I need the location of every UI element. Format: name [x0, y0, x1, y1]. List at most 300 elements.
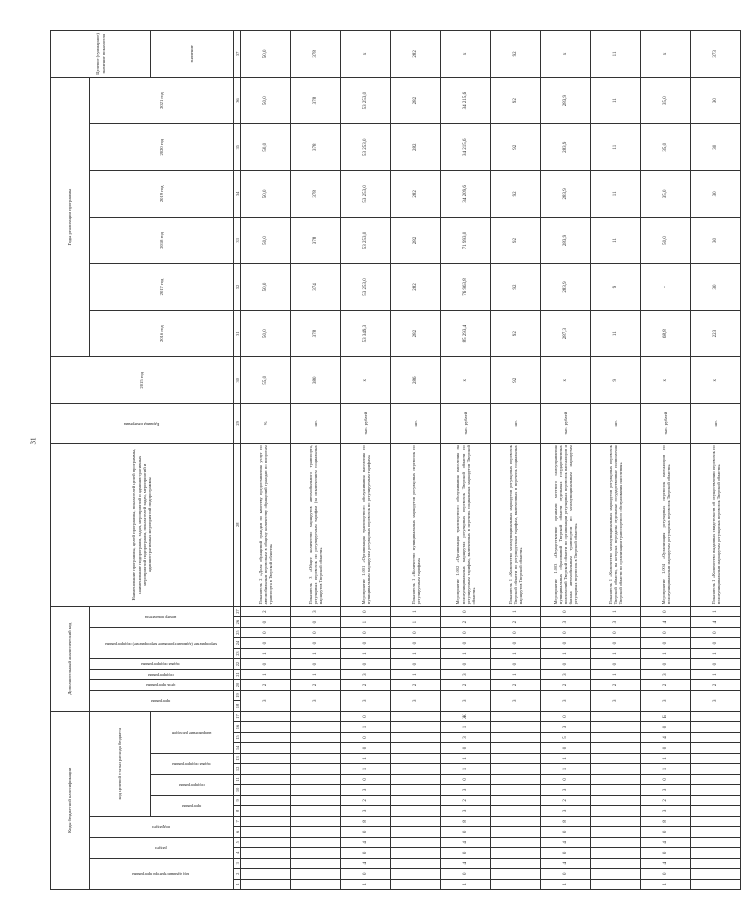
kbk-digit-cell: [691, 711, 741, 722]
analytic-digit-cell: 0: [541, 659, 591, 669]
kbk-digit-cell: [691, 837, 741, 847]
kbk-digit-cell: [691, 732, 741, 742]
unit-cell: %: [241, 404, 291, 444]
column-number: 18: [234, 701, 241, 711]
value-2015-cell: 380: [291, 357, 341, 404]
year-value-cell: 11: [591, 217, 641, 264]
kbk-digit-cell: 1: [541, 879, 591, 889]
kbk-digit-cell: [591, 795, 641, 805]
analytic-digit-cell: 2: [541, 680, 591, 690]
year-value-cell: 53 253,0: [341, 77, 391, 124]
analytic-digit-cell: 3: [291, 690, 341, 711]
column-number: 35: [234, 124, 241, 171]
kbk-digit-cell: [291, 753, 341, 763]
year-value-cell: 35,0: [641, 124, 691, 171]
year-value-cell: 53 253,0: [341, 171, 391, 218]
analytic-digit-cell: 2: [491, 617, 541, 627]
kbk-digit-cell: 1: [641, 764, 691, 774]
year-value-cell: -: [641, 264, 691, 311]
kbk-digit-cell: [591, 785, 641, 795]
column-number: 27: [234, 606, 241, 617]
analytic-digit-cell: 0: [641, 659, 691, 669]
column-number: 24: [234, 638, 241, 648]
kbk-digit-cell: [291, 764, 341, 774]
column-number: 21: [234, 669, 241, 679]
column-number: 36: [234, 77, 241, 124]
kbk-digit-cell: 3: [641, 785, 691, 795]
kbk-digit-cell: 1: [341, 764, 391, 774]
kbk-task-code-header: задача подпрограммы: [151, 753, 234, 774]
target-value-cell: х: [641, 31, 691, 78]
target-value-cell: х: [341, 31, 391, 78]
year-value-cell: 283,9: [541, 264, 591, 311]
column-number: 32: [234, 264, 241, 311]
kbk-digit-cell: [691, 869, 741, 879]
table-row: [491, 31, 541, 890]
kbk-digit-cell: [391, 774, 441, 784]
kbk-digit-cell: [591, 827, 641, 837]
unit-cell: тыс. рублей: [441, 404, 491, 444]
analytic-digit-cell: 0: [491, 638, 541, 648]
analytic-digit-cell: 0: [441, 638, 491, 648]
years-group-header: Годы реализации программы: [51, 77, 90, 357]
analytic-digit-cell: 2: [441, 680, 491, 690]
item-description: Мероприятие 1.001 «Организация транспортного обслуживания населения по муниципальным маршрутам регулярных перевозок по регулируемым тарифам»: [341, 443, 391, 606]
kbk-digit-cell: 4: [441, 837, 491, 847]
kbk-digit-cell: 5: [541, 732, 591, 742]
year-2021-header: 2021 год: [90, 77, 234, 124]
value-2015-cell: 286: [391, 357, 441, 404]
kbk-digit-cell: 3: [441, 732, 491, 742]
table-row: [391, 31, 441, 890]
value-2015-cell: 92: [491, 357, 541, 404]
year-value-cell: 282: [391, 217, 441, 264]
year-value-cell: 11: [591, 124, 641, 171]
analytic-digit-cell: 2: [241, 606, 291, 617]
an-indicator-number-header: номер показателя: [90, 606, 234, 627]
kbk-digit-cell: [291, 732, 341, 742]
analytic-digit-cell: 2: [341, 680, 391, 690]
kbk-digit-cell: [391, 837, 441, 847]
analytic-digit-cell: 4: [691, 617, 741, 627]
kbk-digit-cell: [291, 879, 341, 889]
year-value-cell: 283,9: [541, 217, 591, 264]
item-description: Показатель 1 «Количество межмуниципальных маршрутов регулярных перевозок Тверской области по регулируемым тарифам, включенных в перечень социальных маршрутов Тверской области»: [491, 443, 541, 606]
kbk-digit-cell: [291, 816, 341, 826]
kbk-digit-cell: [241, 795, 291, 805]
year-value-cell: 71 993,0: [441, 217, 491, 264]
table-row: [541, 31, 591, 890]
analytic-digit-cell: 1: [591, 669, 641, 679]
kbk-digit-cell: 4: [341, 837, 391, 847]
kbk-digit-cell: [291, 785, 341, 795]
kbk-digit-cell: [591, 753, 641, 763]
target-value-cell: х: [541, 31, 591, 78]
analytic-digit-cell: 3: [341, 690, 391, 711]
column-number: 16: [234, 722, 241, 732]
kbk-digit-cell: 1: [641, 879, 691, 889]
kbk-digit-cell: 4: [641, 837, 691, 847]
column-number: 34: [234, 171, 241, 218]
column-number: 17: [234, 711, 241, 722]
analytic-digit-cell: 3: [641, 690, 691, 711]
column-number: 8: [234, 806, 241, 816]
analytic-digit-cell: 0: [341, 606, 391, 617]
kbk-digit-cell: 0: [341, 848, 391, 858]
kbk-digit-cell: 2: [541, 795, 591, 805]
year-value-cell: 282: [391, 264, 441, 311]
column-number: 2: [234, 869, 241, 879]
kbk-digit-cell: 2: [441, 795, 491, 805]
kbk-digit-cell: [491, 837, 541, 847]
column-number: 11: [234, 774, 241, 784]
year-2020-header: 2020 год: [90, 124, 234, 171]
analytic-digit-cell: 2: [691, 680, 741, 690]
year-value-cell: 53 253,0: [341, 264, 391, 311]
analytic-digit-cell: 0: [591, 627, 641, 637]
year-value-cell: 35,0: [641, 77, 691, 124]
year-value-cell: 92: [491, 171, 541, 218]
column-number: 19: [234, 690, 241, 700]
column-number: 10: [234, 785, 241, 795]
an-task-header: задача подпрограммы: [90, 659, 234, 669]
year-value-cell: 50,0: [641, 217, 691, 264]
kbk-digit-cell: [591, 774, 641, 784]
kbk-digit-cell: [291, 837, 341, 847]
kbk-digit-cell: 0: [341, 774, 391, 784]
kbk-digit-cell: 0: [341, 711, 391, 722]
kbk-digit-cell: 0: [541, 774, 591, 784]
year-value-cell: 50,0: [241, 171, 291, 218]
kbk-digit-cell: [491, 879, 541, 889]
kbk-digit-cell: 0: [441, 848, 491, 858]
column-number: 14: [234, 743, 241, 753]
value-2015-cell: х: [691, 357, 741, 404]
year-value-cell: 282: [391, 310, 441, 357]
analytic-digit-cell: 0: [291, 627, 341, 637]
column-number: 7: [234, 816, 241, 826]
value-2015-cell: 55,0: [241, 357, 291, 404]
column-number: 4: [234, 848, 241, 858]
analytic-digit-cell: 4: [641, 617, 691, 627]
kbk-digit-cell: [591, 732, 641, 742]
kbk-digit-cell: 0: [541, 869, 591, 879]
year-value-cell: 283,9: [541, 77, 591, 124]
kbk-digit-cell: 8: [541, 816, 591, 826]
column-number: 37: [234, 31, 241, 78]
analytic-digit-cell: 0: [441, 606, 491, 617]
analytic-digit-cell: 0: [341, 659, 391, 669]
target-value-cell: х: [441, 31, 491, 78]
kbk-digit-cell: [591, 869, 641, 879]
kbk-digit-cell: [391, 858, 441, 868]
column-number: 26: [234, 617, 241, 627]
kbk-digit-cell: 4: [641, 732, 691, 742]
analytic-digit-cell: 0: [391, 659, 441, 669]
kbk-digit-cell: [491, 816, 541, 826]
kbk-digit-cell: 0: [641, 869, 691, 879]
analytic-digit-cell: 1: [541, 648, 591, 658]
kbk-digit-cell: [241, 732, 291, 742]
unit-header: Единица измерения: [51, 404, 234, 444]
table-row: [691, 31, 741, 890]
analytic-digit-cell: 1: [391, 648, 441, 658]
year-value-cell: 50,0: [241, 124, 291, 171]
kbk-digit-cell: [591, 743, 641, 753]
kbk-digit-cell: [391, 711, 441, 722]
item-description: Показатель 1 «Количество межмуниципальных маршрутов регулярных перевозок Тверской области, на которых переданы отдельные государственные полномочия Тверской области по организации транспортного обслуживания населения»: [591, 443, 641, 606]
kbk-digit-cell: 1: [441, 722, 491, 732]
an-goal-header: цель программы: [90, 680, 234, 690]
target-value-cell: 378: [291, 31, 341, 78]
year-value-cell: 30: [691, 217, 741, 264]
kbk-digit-cell: 0: [341, 743, 391, 753]
kbk-digit-cell: [491, 785, 541, 795]
kbk-digit-cell: [391, 764, 441, 774]
year-value-cell: 53 349,3: [341, 310, 391, 357]
column-number: 1: [234, 879, 241, 889]
kbk-digit-cell: [291, 711, 341, 722]
kbk-digit-cell: [391, 848, 441, 858]
column-number: 28: [234, 443, 241, 606]
year-value-cell: 30: [691, 264, 741, 311]
analytic-header: Дополнительный аналитический код: [51, 606, 90, 711]
column-number: 22: [234, 659, 241, 669]
kbk-digit-cell: 8: [341, 816, 391, 826]
analytic-digit-cell: 3: [291, 606, 341, 617]
kbk-digit-cell: 1: [341, 879, 391, 889]
an-subprogram-header: подпрограмма: [90, 669, 234, 679]
analytic-digit-cell: 1: [691, 648, 741, 658]
kbk-digit-cell: 0: [641, 774, 691, 784]
kbk-digit-cell: 0: [641, 848, 691, 858]
kbk-digit-cell: [241, 816, 291, 826]
table-row: [591, 31, 641, 890]
year-value-cell: 35,0: [641, 171, 691, 218]
analytic-digit-cell: 1: [491, 606, 541, 617]
kbk-digit-cell: [391, 722, 441, 732]
analytic-digit-cell: 0: [641, 638, 691, 648]
kbk-subsection-header: подраздел: [90, 816, 234, 837]
program-table: [50, 30, 741, 890]
analytic-digit-cell: 0: [341, 627, 391, 637]
kbk-digit-cell: [241, 879, 291, 889]
kbk-digit-cell: [291, 827, 341, 837]
target-value-cell: 50,0: [241, 31, 291, 78]
kbk-digit-cell: 0: [341, 732, 391, 742]
kbk-digit-cell: 0: [441, 774, 491, 784]
kbk-digit-cell: [591, 837, 641, 847]
kbk-digit-cell: [691, 795, 741, 805]
target-value-cell: 282: [391, 31, 441, 78]
kbk-digit-cell: [291, 806, 341, 816]
analytic-digit-cell: 0: [241, 627, 291, 637]
kbk-digit-cell: Б: [641, 711, 691, 722]
year-value-cell: 92: [491, 77, 541, 124]
analytic-digit-cell: 1: [341, 648, 391, 658]
year-value-cell: 378: [291, 124, 341, 171]
analytic-digit-cell: 1: [591, 648, 641, 658]
kbk-digit-cell: 0: [541, 711, 591, 722]
column-number: 15: [234, 732, 241, 742]
analytic-digit-cell: 0: [591, 659, 641, 669]
analytic-digit-cell: 0: [241, 617, 291, 627]
year-value-cell: 30: [691, 124, 741, 171]
year-value-cell: 34 215,6: [441, 77, 491, 124]
item-description: Мероприятие 1.003 «Осуществление органами местного самоуправления муниципальных образований Тверской области отдельных государственных полномочий Тверской области по организации регулярных перевозок пассажиров и багажа автомобильным транспортом по межмуниципальным маршрутам регулярных перевозок в Тверской области»: [541, 443, 591, 606]
kbk-digit-cell: 4: [441, 858, 491, 868]
value-2015-cell: х: [341, 357, 391, 404]
kbk-digit-cell: 3: [441, 806, 491, 816]
analytic-digit-cell: 2: [241, 680, 291, 690]
analytic-digit-cell: 3: [341, 669, 391, 679]
kbk-digit-cell: 4: [541, 837, 591, 847]
target-value-cell: 11: [591, 31, 641, 78]
year-value-cell: 282: [391, 77, 441, 124]
kbk-digit-cell: 2: [341, 795, 391, 805]
kbk-digit-cell: [241, 869, 291, 879]
kbk-digit-cell: [291, 743, 341, 753]
unit-cell: шт.: [391, 404, 441, 444]
year-value-cell: 85 293,4: [441, 310, 491, 357]
target-value-cell: 92: [491, 31, 541, 78]
kbk-digit-cell: [491, 764, 541, 774]
item-description: Показатель 1 «Количество выданных свидетельств об осуществлении перевозок по межмуниципальным маршрутам регулярных перевозок Тверской области»: [691, 443, 741, 606]
kbk-digit-cell: [291, 722, 341, 732]
analytic-digit-cell: 3: [491, 690, 541, 711]
table-row: [291, 31, 341, 890]
table-row: [641, 31, 691, 890]
item-description: Показатель 2 «Доля обращений граждан по качеству предоставления услуг по автомобильным перевозкам в общему количеству обращений граждан по вопросам транспорта в Тверской области»: [241, 443, 291, 606]
kbk-digit-cell: 1: [541, 753, 591, 763]
column-number: 30: [234, 357, 241, 404]
year-2016-header: 2016 год: [90, 310, 234, 357]
kbk-digit-cell: [691, 806, 741, 816]
kbk-digit-cell: [691, 816, 741, 826]
analytic-digit-cell: 3: [691, 690, 741, 711]
kbk-digit-cell: 0: [341, 869, 391, 879]
kbk-digit-cell: [591, 722, 641, 732]
year-value-cell: 11: [591, 77, 641, 124]
year-value-cell: 50,0: [241, 310, 291, 357]
kbk-digit-cell: [391, 753, 441, 763]
kbk-digit-cell: 3: [541, 722, 591, 732]
year-value-cell: 53 253,0: [341, 124, 391, 171]
kbk-digit-cell: 2: [641, 795, 691, 805]
kbk-digit-cell: 3: [541, 806, 591, 816]
year-value-cell: 378: [291, 171, 341, 218]
column-number: 20: [234, 680, 241, 690]
kbk-digit-cell: [241, 743, 291, 753]
kbk-digit-cell: [691, 743, 741, 753]
kbk-digit-cell: [391, 879, 441, 889]
column-number: 12: [234, 764, 241, 774]
year-value-cell: 378: [291, 77, 341, 124]
kbk-expense-code-header: направление расходов: [151, 711, 234, 753]
kbk-digit-cell: 0: [641, 827, 691, 837]
table-body: [241, 31, 741, 890]
year-2019-header: 2019 год: [90, 171, 234, 218]
kbk-digit-cell: [391, 827, 441, 837]
analytic-digit-cell: 1: [691, 669, 741, 679]
kbk-digit-cell: [591, 711, 641, 722]
kbk-digit-cell: [291, 848, 341, 858]
value-2015-cell: х: [641, 357, 691, 404]
page-number: 31: [29, 437, 38, 445]
kbk-digit-cell: [391, 806, 441, 816]
year-value-cell: 282: [391, 124, 441, 171]
analytic-digit-cell: 0: [391, 627, 441, 637]
year-value-cell: 11: [591, 171, 641, 218]
analytic-digit-cell: 0: [691, 638, 741, 648]
year-value-cell: 76 963,8: [441, 264, 491, 311]
kbk-digit-cell: 3: [341, 806, 391, 816]
analytic-digit-cell: 3: [541, 617, 591, 627]
analytic-digit-cell: 1: [391, 669, 441, 679]
program-name-header: Наименование программы, целей программы, показателей целей программы, наименование подпрограмм, задач, мероприятий и административных мероприятий подпрограмм, показателей задач, мероприятий и административных мероприятий подпрограммы: [51, 443, 234, 606]
analytic-digit-cell: 2: [591, 680, 641, 690]
kbk-digit-cell: [591, 848, 641, 858]
kbk-digit-cell: [391, 743, 441, 753]
unit-cell: шт.: [591, 404, 641, 444]
kbk-digit-cell: [491, 827, 541, 837]
table-row: [441, 31, 491, 890]
kbk-digit-cell: [491, 774, 541, 784]
kbk-digit-cell: [491, 848, 541, 858]
kbk-digit-cell: [491, 753, 541, 763]
analytic-digit-cell: 3: [391, 690, 441, 711]
analytic-digit-cell: 0: [541, 627, 591, 637]
kbk-digit-cell: [241, 753, 291, 763]
analytic-digit-cell: 1: [491, 669, 541, 679]
kbk-digit-cell: 1: [341, 753, 391, 763]
year-value-cell: 92: [491, 217, 541, 264]
column-number: 29: [234, 404, 241, 444]
kbk-subprogram-code-header: подпрограмма: [151, 774, 234, 795]
kbk-digit-cell: 0: [441, 827, 491, 837]
kbk-digit-cell: [591, 879, 641, 889]
column-number: 6: [234, 827, 241, 837]
analytic-digit-cell: 2: [391, 680, 441, 690]
year-2015-header: 2015 год: [51, 357, 234, 404]
kbk-digit-cell: 3: [541, 785, 591, 795]
kbk-digit-cell: 4: [641, 858, 691, 868]
column-number: 13: [234, 753, 241, 763]
kbk-digit-cell: 8: [641, 816, 691, 826]
value-2015-cell: х: [441, 357, 491, 404]
kbk-digit-cell: [491, 858, 541, 868]
kbk-digit-cell: 0: [441, 869, 491, 879]
target-value-cell: 373: [691, 31, 741, 78]
analytic-digit-cell: 1: [241, 669, 291, 679]
year-value-cell: 92: [491, 124, 541, 171]
kbk-program-code-header: программа: [151, 795, 234, 816]
year-value-cell: 223: [691, 310, 741, 357]
item-description: Мероприятие 1.002 «Организация транспортного обслуживания населения на межмуниципальных маршрутах регулярных перевозок Тверской области по регулируемым тарифам, включенных в перечень социальных маршрутов Тверской области»: [441, 443, 491, 606]
kbk-digit-cell: [391, 795, 441, 805]
kbk-digit-cell: [391, 785, 441, 795]
analytic-digit-cell: 1: [641, 648, 691, 658]
kbk-digit-cell: [241, 806, 291, 816]
kbk-digit-cell: 4: [341, 858, 391, 868]
analytic-digit-cell: 0: [441, 627, 491, 637]
kbk-digit-cell: [241, 722, 291, 732]
target-value-header: значение: [151, 31, 234, 78]
kbk-digit-cell: 1: [441, 753, 491, 763]
kbk-header: Коды бюджетной классификации: [51, 711, 90, 889]
year-value-cell: 378: [291, 310, 341, 357]
analytic-digit-cell: 1: [491, 648, 541, 658]
